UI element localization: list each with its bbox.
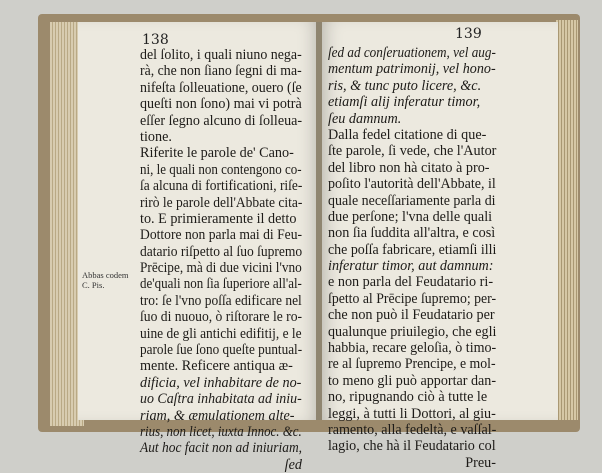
text-line: mentum patrimonij, vel hono-: [328, 61, 496, 78]
text-line: Riferite le parole de' Cano-: [140, 145, 294, 162]
text-line: uine de gli antichi edifitij, e le: [140, 325, 302, 342]
text-line: del ſolito, i quali niuno nega-: [140, 47, 302, 63]
text-line: tione.: [140, 128, 172, 145]
text-line: eſſer ſegno alcuno di ſolleua-: [140, 112, 303, 129]
text-line: leggi, à tutti li Dottori, al giu-: [328, 405, 496, 422]
page-number-right: 139: [455, 26, 482, 42]
text-line: due perſone; l'vna delle quali: [328, 208, 493, 225]
text-line: ramento, alla fedeltà, e vaſſal-: [328, 421, 497, 438]
text-line: ſuo di nuouo, ò riſtorare le ro-: [140, 309, 303, 326]
text-line: habbia, recare geloſia, ò timo-: [328, 340, 497, 357]
text-line: no, ripugnando ciò à tutte le: [328, 389, 488, 406]
text-line: etiamſi alij inferatur timor,: [328, 94, 481, 111]
text-line: to. E primieramente il detto: [140, 210, 297, 227]
text-line: Dottore non parla mai di Feu-: [140, 227, 303, 244]
margin-note-line: Abbas codem: [82, 270, 129, 280]
text-line: riam, & æmulationem alte-: [140, 407, 295, 424]
text-line: de'quali non ſia ſuperiore all'al-: [140, 276, 302, 293]
page-edges-right: [556, 20, 578, 420]
text-line: Preu-: [465, 454, 496, 471]
text-line: del libro non hà citato à pro-: [328, 159, 490, 176]
text-line: ſte parole, ſi vede, che l'Autor: [328, 143, 497, 160]
margin-note: [82, 270, 129, 290]
text-line: ſed ad conſeruationem, vel aug-: [328, 45, 496, 61]
left-text-column: [140, 47, 302, 473]
text-line: non ſia ſuddita all'altra, e così: [328, 225, 496, 242]
text-line: rà, che non ſiano ſegni di ma-: [140, 63, 302, 80]
text-line: qualunque priuilegio, che egli: [328, 323, 497, 340]
text-line: e non parla del Feudatario ri-: [328, 274, 494, 291]
text-line: datario riſpetto al ſuo ſupremo: [140, 243, 303, 260]
text-line: ſed: [284, 456, 302, 473]
right-text-column: [328, 45, 496, 471]
text-line: dificia, vel inhabitare de no-: [140, 374, 302, 391]
text-line: ſpetto al Prēcipe ſupremo; per-: [328, 290, 497, 307]
text-line: ni, le quali non contengono co-: [140, 161, 302, 178]
text-line: inferatur timor, aut damnum:: [328, 258, 494, 275]
text-line: che non può il Feudatario per: [328, 307, 495, 324]
text-line: ſeu damnum.: [328, 110, 402, 127]
text-line: quale neceſſariamente parla di: [328, 192, 496, 209]
text-line: Prēcipe, mà di due vicini l'vno: [140, 260, 302, 277]
text-line: che poſſa fabricare, etiamſi illi: [328, 241, 497, 258]
text-line: re al ſupremo Prencipe, e mol-: [328, 356, 496, 373]
text-line: rirò le parole dell'Abbate cita-: [140, 194, 303, 211]
text-line: mente. Reficere antiqua æ-: [140, 358, 293, 375]
text-line: tro: ſe l'vno poſſa edificare nel: [140, 292, 302, 309]
text-line: uo Caſtra inhabitata ad iniu-: [140, 391, 302, 408]
text-line: parole ſue ſono queſte puntual-: [140, 342, 303, 359]
text-line: poſito l'autorità dell'Abbate, il: [328, 176, 496, 193]
text-line: ris, & tunc puto licere, &c.: [328, 77, 482, 94]
text-line: queſti non ſono) mai vi potrà: [140, 96, 302, 113]
text-line: Dalla fedel citatione di que-: [328, 126, 487, 143]
text-line: nifeſta ſolleuatione, ouero (ſe: [140, 79, 302, 96]
text-line: to meno gli può apportar dan-: [328, 372, 497, 389]
text-line: lagio, che hà il Feudatario col: [328, 438, 496, 455]
text-line: ſa alcuna di fortificationi, riſe-: [140, 178, 303, 195]
text-line: rius, non licet, iuxta Innoc. &c.: [140, 423, 302, 440]
text-line: Aut hoc facit non ad iniuriam,: [140, 440, 303, 457]
book-gutter: [316, 22, 322, 420]
page-number-left: 138: [142, 32, 169, 48]
margin-note-line: C. Pis.: [82, 280, 105, 290]
